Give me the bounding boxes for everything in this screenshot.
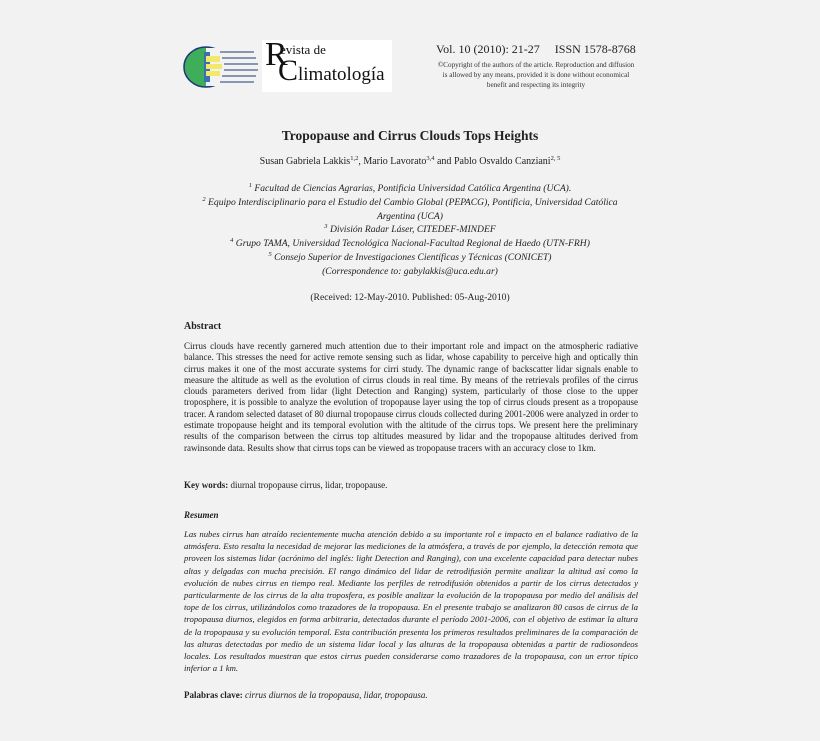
- received-published-dates: (Received: 12-May-2010. Published: 05-Aug-2010): [310, 292, 510, 303]
- palabras-clave-values: cirrus diurnos de la tropopausa, lidar, tropopausa.: [245, 690, 428, 700]
- author-name: Pablo Osvaldo Canziani: [453, 156, 551, 167]
- author-name: Mario Lavorato: [363, 156, 427, 167]
- keywords-line: [184, 480, 387, 490]
- volume-issn-line: [436, 42, 636, 57]
- abstract-text: Cirrus clouds have recently garnered much attention due to their important role and impact on the atmospheric radiative balance. This stresses the need for active remote sensing such as lidar, whose capability to perceive high and optically thin cirrus makes it one of the most accurate systems for cirri study. The dynamic range of backscatter lidar signals enable to measure the altitude as well as the evolution of cirrus clouds in real time. By means of the retrievals profiles of the cirrus clouds parameters derived from lidar (light Detection and Ranging) system, particularly of those close to the upper troposphere, it is possible to analyze the evolution of tropopause layer using the top of cirrus clouds present as a tropopause tracer. A random selected dataset of 80 diurnal tropopause cirrus clouds collected during 2001-2006 were analyzed in order to estimate tropopause height and its temporal evolution with the altitude of the cirrus tops. We present here the preliminary results of the comparison between the cirrus top altitudes measured by lidar and the tropopause altitudes derived from rawinsonde data. Results show that cirrus tops can be viewed as tropopause tracers with an accuracy close to 1km.: [184, 341, 638, 453]
- volume-info: Vol. 10 (2010): 21-27: [436, 42, 540, 56]
- logo-letter-c: C: [278, 54, 299, 87]
- resumen-text: Las nubes cirrus han atraído recientemente mucha atención debido a su importante rol e impacto en el balance radiativo de la atmósfera. Esto resalta la necesidad de mejorar las mediciones de la atmósfera, a través de por ejemplo, la detección remota que proveen los sistemas lidar (acrónimo del inglés: light Detection and Ranging), con una excelente capacidad para detectar nubes altas y delgadas con mucha precisión. El rango dinámico del lidar de retrodifusión permite analizar la altitud así como la evolución de nubes cirrus en tiempo real. Mediante los perfiles de retrodifusión obtenidos a partir de los cirrus detectados y particularmente de los cirrus de la alta troposfera, es posible analizar la evolución de la tropopausa por medio del análisis del tope de los cirrus, utilizándolos como trazadores de la tropopausa. En el presente trabajo se analizaron 80 casos de cirrus de la tropopausa diurnos, elegidos en forma arbitraria, detectados durante el período 2001-2006, con el objetivo de estimar la altura de la tropopausa y su evolución temporal. Esta contribución presenta los primeros resultados preliminares de la comparación de las alturas detectadas por medio de un sistema lidar local y las alturas de la tropopausa obtenidas a partir de radiosondeos locales. Los resultados muestran que estos cirrus pueden considerarse como trazadores de la tropopausa, con un error típico inferior a 1 km.: [184, 529, 638, 674]
- keywords-label: Key words:: [184, 480, 229, 490]
- affiliation-5: $^5$ Consejo Superior de Investigaciones Científicas y Técnicas (CONICET): [268, 251, 552, 263]
- author-name: Susan Gabriela Lakkis: [259, 156, 351, 167]
- author-list: Susan Gabriela Lakkis$^{1,2}$, Mario Lavorato$^{3,4}$ and Pablo Osvaldo Canziani$^{2, 5}$: [259, 155, 561, 167]
- author-affil-sup: 2, 5: [550, 155, 561, 162]
- logo-revista-text: evista de: [280, 42, 326, 57]
- affiliation-3: $^3$ División Radar Láser, CITEDEF-MINDEF: [324, 223, 496, 235]
- author-affil-sup: 3,4: [426, 155, 435, 162]
- journal-emblem-icon: [182, 44, 262, 94]
- logo-climatologia-text: limatología: [298, 64, 385, 85]
- affiliation-2: $^2$ Equipo Interdisciplinario para el Estudio del Cambio Global (PEPACG), Pontificia, Universidad Católica Argentina (UCA): [202, 196, 618, 222]
- palabras-clave-label: Palabras clave:: [184, 690, 243, 700]
- abstract-heading: Abstract: [184, 321, 222, 332]
- correspondence: (Correspondence to: gabylakkis@uca.edu.ar): [322, 266, 498, 277]
- affiliation-4: $^4$ Grupo TAMA, Universidad Tecnológica Nacional-Facultad Regional de Haedo (UTN-FRH): [230, 237, 590, 249]
- paper-title: Tropopause and Cirrus Clouds Tops Heights: [281, 128, 539, 143]
- logo-letter-r: R: [265, 36, 288, 73]
- keywords-values: diurnal tropopause cirrus, lidar, tropopause.: [230, 480, 388, 490]
- journal-logo: [182, 36, 397, 94]
- author-affil-sup: 1,2: [350, 155, 359, 162]
- issn-info: ISSN 1578-8768: [554, 42, 636, 56]
- resumen-heading: Resumen: [184, 510, 219, 520]
- copyright-notice: ©Copyright of the authors of the article. Reproduction and diffusion is allowed by any means, provided it is done without economical benefit and respecting its integrity: [437, 61, 635, 89]
- journal-wordmark: [262, 36, 392, 92]
- palabras-clave-line: [184, 690, 428, 700]
- affiliation-1: $^1$ Facultad de Ciencias Agrarias, Pontificia Universidad Católica Argentina (UCA).: [248, 182, 572, 194]
